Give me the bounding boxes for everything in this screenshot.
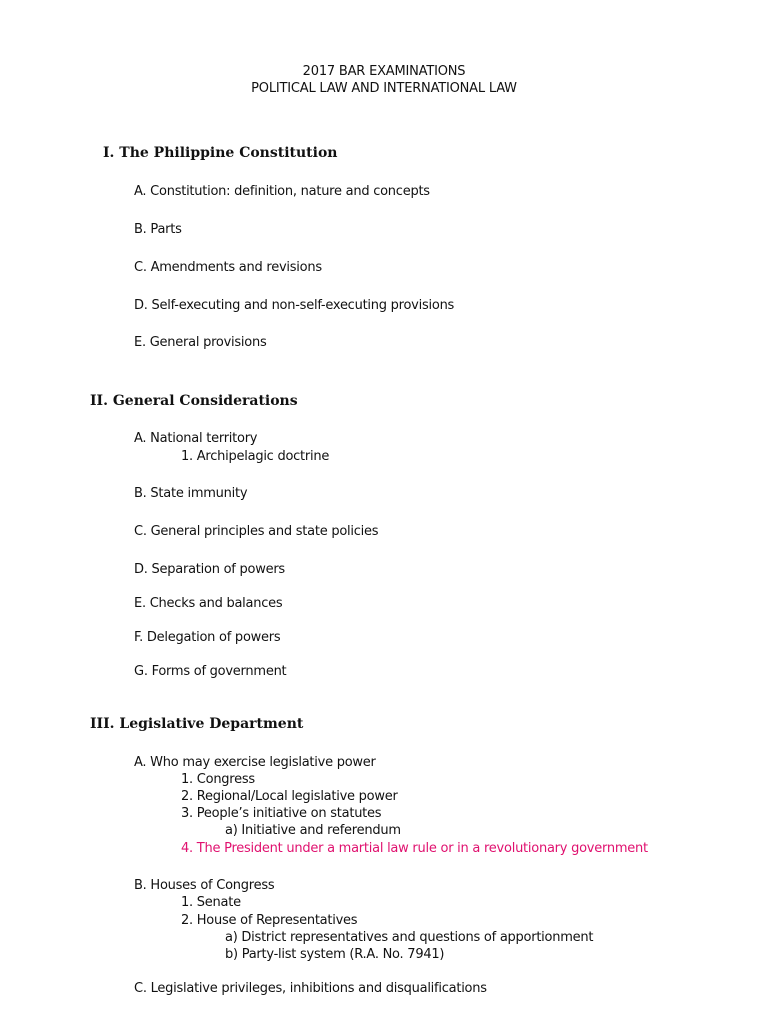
outline-subsubitem: a) Initiative and referendum [225, 823, 401, 838]
document-title-line-1: 2017 BAR EXAMINATIONS [302, 64, 466, 79]
outline-item: G. Forms of government [134, 664, 287, 679]
outline-item: D. Separation of powers [134, 562, 285, 577]
outline-item: C. General principles and state policies [134, 524, 379, 539]
outline-item: B. Houses of Congress [134, 878, 275, 893]
outline-subitem: 2. House of Representatives [181, 913, 358, 928]
outline-subitem: 1. Congress [181, 772, 255, 787]
outline-subsubitem: a) District representatives and questions of apportionment [225, 930, 594, 945]
outline-item: A. Who may exercise legislative power [134, 755, 376, 770]
outline-item: E. Checks and balances [134, 596, 283, 611]
section-heading-legislative-department: III. Legislative Department [90, 716, 304, 732]
outline-item: B. Parts [134, 222, 182, 237]
outline-subitem: 3. People’s initiative on statutes [181, 806, 382, 821]
outline-item: E. General provisions [134, 335, 267, 350]
outline-item: C. Legislative privileges, inhibitions and disqualifications [134, 981, 487, 996]
outline-item: B. State immunity [134, 486, 248, 501]
section-heading-general-considerations: II. General Considerations [90, 393, 298, 409]
outline-item: A. National territory [134, 431, 258, 446]
document-title-line-2: POLITICAL LAW AND INTERNATIONAL LAW [251, 81, 517, 96]
outline-subitem: 2. Regional/Local legislative power [181, 789, 398, 804]
highlighted-subitem: 4. The President under a martial law rule or in a revolutionary government [181, 841, 648, 856]
outline-subsubitem: b) Party-list system (R.A. No. 7941) [225, 947, 445, 962]
outline-subitem: 1. Senate [181, 895, 241, 910]
outline-item: D. Self-executing and non-self-executing provisions [134, 298, 455, 313]
outline-item: F. Delegation of powers [134, 630, 281, 645]
outline-item: A. Constitution: definition, nature and concepts [134, 184, 430, 199]
section-heading-constitution: I. The Philippine Constitution [103, 145, 338, 161]
outline-subitem: 1. Archipelagic doctrine [181, 449, 330, 464]
outline-item: C. Amendments and revisions [134, 260, 322, 275]
